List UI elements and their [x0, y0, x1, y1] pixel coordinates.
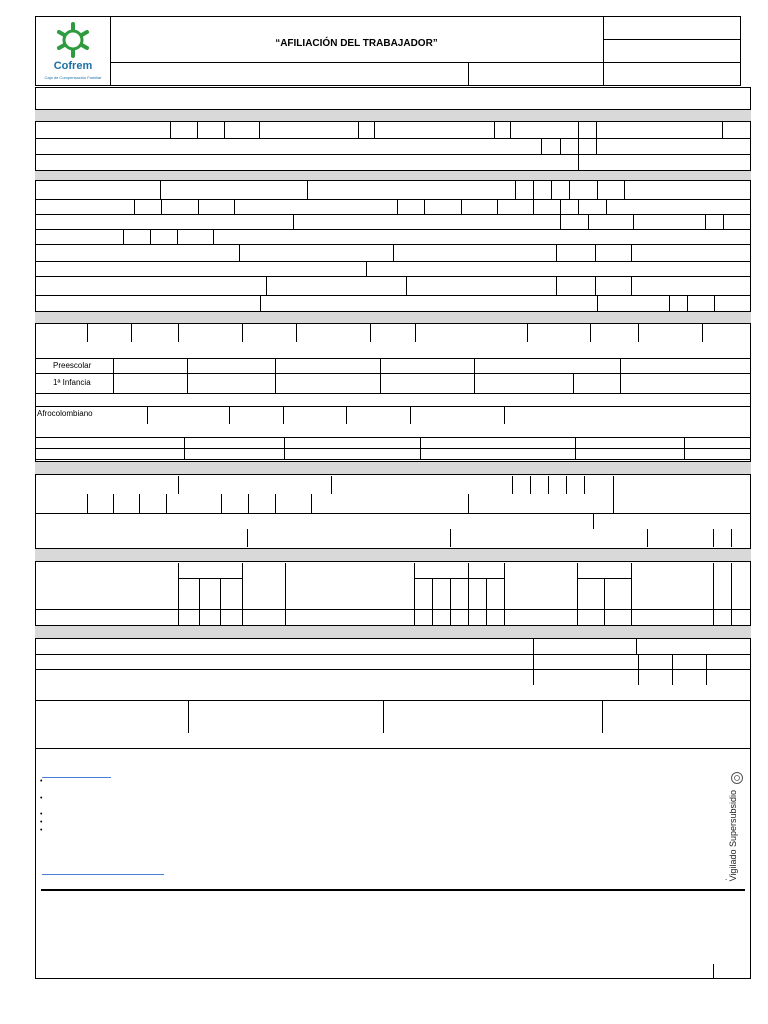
s2-r2-v1 [134, 199, 135, 214]
s4-v2 [331, 476, 332, 494]
s2-r4-v4 [213, 229, 214, 244]
s2-r3-v6 [723, 214, 724, 229]
s5-v10 [731, 563, 732, 625]
s2-r3-v1 [293, 214, 294, 229]
label-preescolar: Preescolar [53, 361, 92, 370]
s2-line-g [35, 295, 751, 296]
s5-line-a [35, 609, 751, 610]
s6-v4 [672, 654, 673, 685]
s2-r1-v4 [533, 181, 534, 199]
s3-r2-v2 [229, 406, 230, 424]
s5-sub-a [178, 578, 242, 579]
s1-v12 [541, 138, 542, 154]
label-primera-infancia: 1ª Infancia [53, 378, 91, 387]
s3-v2 [131, 324, 132, 342]
s4-v6 [566, 476, 567, 494]
bullet-2: • [40, 795, 43, 802]
footer-dot: . [725, 873, 728, 882]
s2-r3-v2 [560, 214, 561, 229]
bullet-1: • [40, 778, 43, 785]
s2-r2-v9 [533, 199, 534, 214]
s6-v6 [188, 700, 189, 733]
s3-v8 [527, 324, 528, 342]
s6-line-b [35, 669, 751, 670]
s1-v9 [578, 122, 579, 138]
s2-r5-v3 [556, 244, 557, 261]
s1-v7 [494, 122, 495, 138]
s1-v3 [224, 122, 225, 138]
s2-r3-v3 [588, 214, 589, 229]
s3-line-e [35, 437, 751, 438]
s2-r2-v10 [560, 199, 561, 214]
s3-r1-v6 [620, 358, 621, 393]
s1-v2 [197, 122, 198, 138]
s1-v6 [374, 122, 375, 138]
s2-r3-v4 [633, 214, 634, 229]
bullet-4: • [40, 819, 43, 826]
section-band-1 [35, 109, 751, 122]
s6-v3 [638, 654, 639, 685]
header-mid-line [110, 62, 741, 63]
s3-r3-v1 [184, 437, 185, 459]
s3-v3 [178, 324, 179, 342]
section-band-2 [35, 170, 751, 181]
s2-r5-v5 [631, 244, 632, 261]
s2-line-f [35, 276, 751, 277]
s1-line-b [35, 154, 751, 155]
s2-r7-v5 [631, 276, 632, 295]
section-band-6 [35, 625, 751, 639]
s2-r4-v2 [150, 229, 151, 244]
s2-r4-v3 [177, 229, 178, 244]
s6-v2 [636, 639, 637, 654]
s4-r2-v2 [113, 494, 114, 513]
s3-r2-v1 [147, 406, 148, 424]
s5-s-v5 [486, 578, 487, 625]
s3-r3-v5 [684, 437, 685, 459]
s2-r7-v2 [406, 276, 407, 295]
s3-r3-v2 [284, 437, 285, 459]
s2-r5-v4 [595, 244, 596, 261]
s2-line-a [35, 199, 751, 200]
s2-line-e [35, 261, 751, 262]
s3-line-c [35, 393, 751, 394]
notes-link-2[interactable] [42, 874, 164, 875]
s2-r8-v1 [260, 295, 261, 311]
s3-r1-v2 [187, 358, 188, 393]
form-frame [35, 87, 751, 979]
s4-v5 [548, 476, 549, 494]
section-band-4 [35, 461, 751, 475]
s4-v4 [530, 476, 531, 494]
s1-v10 [596, 122, 597, 138]
s1-v11 [722, 122, 723, 138]
s2-r1-v1 [160, 181, 161, 199]
s4-r2-v7 [275, 494, 276, 513]
s3-v9 [590, 324, 591, 342]
supersubsidio-seal-icon [730, 771, 744, 785]
s4-line-a [35, 513, 751, 514]
s2-r2-v4 [234, 199, 235, 214]
s2-r3-v5 [705, 214, 706, 229]
s2-r2-v8 [497, 199, 498, 214]
s5-v4 [414, 563, 415, 625]
s3-r2-v4 [346, 406, 347, 424]
s3-r3-v3 [420, 437, 421, 459]
footer-tick [713, 964, 714, 979]
s5-v1 [178, 563, 179, 625]
s6-line-c [35, 700, 751, 701]
s5-v9 [713, 563, 714, 625]
cofrem-emblem-icon [36, 18, 109, 62]
footer-separator [41, 889, 745, 891]
s3-line-f [35, 448, 751, 449]
s2-r1-v3 [515, 181, 516, 199]
s4-r4-v3 [647, 529, 648, 547]
notes-link-1[interactable] [42, 777, 111, 778]
s3-line-d [35, 406, 751, 407]
s1-v8 [510, 122, 511, 138]
s3-v4 [242, 324, 243, 342]
s4-v3 [512, 476, 513, 494]
s4-r4-v4 [713, 529, 714, 547]
s2-r5-v2 [393, 244, 394, 261]
s2-r8-v3 [669, 295, 670, 311]
label-afrocolombiano: Afrocolombiano [37, 409, 93, 418]
s2-r2-v2 [161, 199, 162, 214]
s2-r1-v5 [551, 181, 552, 199]
s5-v2 [242, 563, 243, 625]
vigilado-supersubsidio: Vigilado Supersubsidio [728, 790, 738, 882]
s1-v13 [560, 138, 561, 154]
s5-v5 [468, 563, 469, 625]
s2-r1-v6 [569, 181, 570, 199]
s4-r2-v9 [468, 494, 469, 513]
s2-r1-v8 [624, 181, 625, 199]
s3-line-b [35, 373, 751, 374]
s2-r1-v7 [597, 181, 598, 199]
logo-name: Cofrem [53, 60, 93, 72]
s3-line-g [35, 459, 751, 460]
s1-v15 [596, 138, 597, 154]
s2-r2-v6 [424, 199, 425, 214]
s6-v8 [602, 700, 603, 733]
s3-v5 [296, 324, 297, 342]
s6-line-a [35, 654, 751, 655]
s3-r1-v3 [275, 358, 276, 393]
s2-line-b [35, 214, 751, 215]
s4-r2-v6 [248, 494, 249, 513]
s4-v8 [613, 476, 614, 513]
s2-r8-v2 [597, 295, 598, 311]
s1-line-a [35, 138, 751, 139]
s3-r1-v1 [113, 358, 114, 393]
section-band-5 [35, 548, 751, 562]
s3-v1 [87, 324, 88, 342]
s4-r4-v2 [450, 529, 451, 547]
s4-r4-v5 [731, 529, 732, 547]
s2-r6-v1 [366, 261, 367, 276]
s5-v7 [577, 563, 578, 625]
s4-r2-v4 [166, 494, 167, 513]
s3-v7 [415, 324, 416, 342]
s4-r2-v1 [87, 494, 88, 513]
s6-v7 [383, 700, 384, 733]
s4-r2-v8 [311, 494, 312, 513]
section-band-3 [35, 311, 751, 324]
s3-r2-v3 [283, 406, 284, 424]
s3-v11 [702, 324, 703, 342]
form-title: “AFILIACIÓN DEL TRABAJADOR” [275, 38, 438, 49]
bullet-3: • [40, 811, 43, 818]
s3-r3-v4 [575, 437, 576, 459]
s5-s-v1 [199, 578, 200, 625]
s2-r8-v4 [687, 295, 688, 311]
s5-s-v6 [604, 578, 605, 625]
s1-v4 [259, 122, 260, 138]
s5-sub-b [414, 578, 504, 579]
s2-r2-v7 [461, 199, 462, 214]
s1-v1 [170, 122, 171, 138]
s1-v5 [358, 122, 359, 138]
s6-v1 [533, 639, 534, 685]
s5-s-v3 [432, 578, 433, 625]
logo-subtitle: Caja de Compensación Familiar [44, 75, 102, 80]
s5-s-v2 [220, 578, 221, 625]
s5-v8 [631, 563, 632, 625]
s2-r4-v1 [123, 229, 124, 244]
s3-r2-v5 [410, 406, 411, 424]
header-sub-divider [468, 62, 469, 86]
cofrem-logo [36, 18, 109, 84]
s3-r1-v4 [380, 358, 381, 393]
s3-line-a [35, 358, 751, 359]
bullet-5: • [40, 827, 43, 834]
s2-r5-v1 [239, 244, 240, 261]
s4-r2-v3 [139, 494, 140, 513]
s3-r1-v5 [474, 358, 475, 393]
form-title-wrap [110, 0, 603, 62]
s5-v3 [285, 563, 286, 625]
s5-v6 [504, 563, 505, 625]
s1-v14 [578, 138, 579, 170]
s5-s-v4 [450, 578, 451, 625]
s3-v10 [638, 324, 639, 342]
s2-line-c [35, 229, 751, 230]
s4-r2-v5 [221, 494, 222, 513]
s2-r1-v2 [307, 181, 308, 199]
s3-r1-v7 [573, 373, 574, 393]
header-right-line-1 [603, 39, 741, 40]
header-right-divider [603, 16, 604, 86]
s2-r8-v5 [714, 295, 715, 311]
s4-r3-v1 [593, 513, 594, 529]
s2-r2-v3 [198, 199, 199, 214]
s6-v5 [706, 654, 707, 685]
s6-line-d [35, 748, 751, 749]
s3-v6 [370, 324, 371, 342]
s2-r7-v3 [556, 276, 557, 295]
s2-r2-v11 [578, 199, 579, 214]
s2-r2-v5 [397, 199, 398, 214]
s3-r2-v6 [504, 406, 505, 424]
s2-r2-v12 [606, 199, 607, 214]
s4-r4-v1 [247, 529, 248, 547]
s2-r7-v4 [595, 276, 596, 295]
s4-v7 [584, 476, 585, 494]
s2-r7-v1 [266, 276, 267, 295]
s4-v1 [178, 476, 179, 494]
